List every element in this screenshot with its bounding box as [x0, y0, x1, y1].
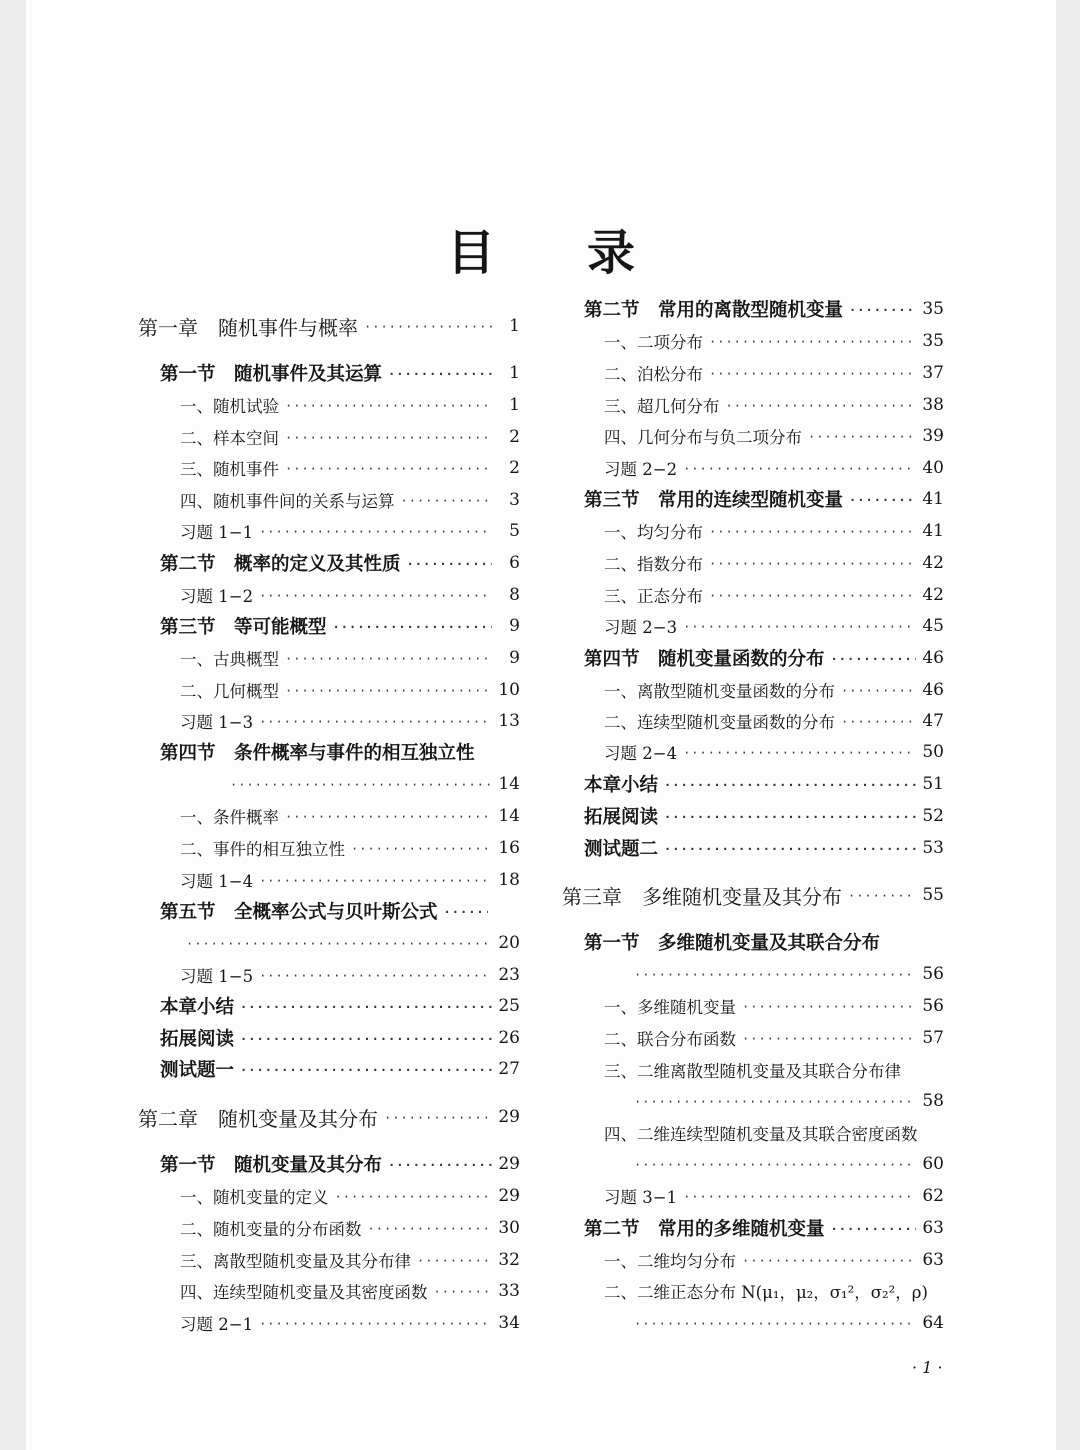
- toc-entry: [562, 326, 944, 356]
- toc-entry: [138, 1213, 520, 1243]
- toc-entry-page: 16: [498, 838, 520, 858]
- toc-entry: [562, 548, 944, 578]
- toc-entry: [562, 927, 944, 957]
- toc-entry-label: 第三章 多维随机变量及其分布: [562, 884, 842, 909]
- toc-entry-label: 四、几何分布与负二项分布: [604, 428, 802, 447]
- leader-dots: [742, 1254, 916, 1268]
- leader-dots: [742, 1032, 916, 1046]
- toc-entry: [138, 1181, 520, 1211]
- document-page: [26, 0, 1056, 1450]
- leader-dots: [664, 778, 916, 792]
- page-number: · 1 ·: [912, 1358, 943, 1377]
- toc-entry: [138, 675, 520, 705]
- toc-entry-page: 46: [922, 680, 944, 700]
- toc-entry-page: 60: [922, 1154, 944, 1174]
- toc-entry: [562, 769, 944, 799]
- toc-entry-page: 20: [498, 933, 520, 953]
- toc-entry: [138, 1276, 520, 1306]
- toc-entry-page: 1: [509, 395, 520, 415]
- toc-entry: [562, 358, 944, 388]
- leader-dots: [368, 1222, 493, 1236]
- leader-dots: [259, 525, 492, 539]
- leader-dots: [634, 968, 916, 982]
- toc-entry: [138, 516, 520, 546]
- toc-entry: [138, 1054, 520, 1084]
- toc-entry: [562, 706, 944, 736]
- toc-entry-page: 29: [498, 1107, 520, 1127]
- leader-dots: [831, 652, 916, 666]
- toc-entry: [562, 1181, 944, 1211]
- toc-entry: [138, 485, 520, 515]
- toc-entry-label: 第一节 随机事件及其运算: [160, 364, 383, 385]
- toc-entry: [138, 422, 520, 452]
- toc-entry: [562, 516, 944, 546]
- toc-entry-label: 二、二维正态分布 N(μ₁，μ₂，σ₁²，σ₂²，ρ): [604, 1283, 928, 1302]
- toc-entry-label: 习题 2−3: [604, 618, 678, 637]
- leader-dots: [240, 1000, 492, 1014]
- toc-entry-label: 二、事件的相互独立性: [180, 840, 345, 859]
- toc-entry-label: 第二节 概率的定义及其性质: [160, 554, 401, 575]
- leader-dots: [709, 367, 916, 381]
- toc-entry-page: 14: [498, 806, 520, 826]
- leader-dots: [401, 494, 493, 508]
- toc-entry-page: 14: [498, 774, 520, 794]
- toc-entry-label: 第三节 常用的连续型随机变量: [584, 490, 844, 511]
- toc-entry-label: 本章小结: [584, 775, 659, 796]
- toc-entry-page: 10: [498, 680, 520, 700]
- toc-entry: [138, 706, 520, 736]
- leader-dots: [849, 303, 916, 317]
- toc-entry-page: 5: [509, 521, 520, 541]
- leader-dots: [333, 620, 492, 634]
- leader-dots: [407, 557, 492, 571]
- toc-entry: [138, 991, 520, 1021]
- leader-dots: [364, 320, 492, 334]
- toc-entry-label: 习题 1−5: [180, 967, 254, 986]
- toc-entry: [138, 643, 520, 673]
- toc-entry-page: 53: [922, 838, 944, 858]
- toc-entry-label: 本章小结: [160, 997, 235, 1018]
- toc-entry-page: 8: [509, 585, 520, 605]
- toc-entry-page: 63: [922, 1218, 944, 1238]
- leader-dots: [841, 715, 916, 729]
- leader-dots: [709, 557, 916, 571]
- toc-entry: [138, 1245, 520, 1275]
- toc-entry-page: 9: [509, 616, 520, 636]
- leader-dots: [683, 620, 916, 634]
- page-title: [26, 214, 1056, 284]
- toc-entry-label: 习题 1−2: [180, 587, 254, 606]
- toc-entry-label: 三、二维离散型随机变量及其联合分布律: [604, 1062, 901, 1081]
- toc-entry: [138, 801, 520, 831]
- toc-entry-page: 2: [509, 458, 520, 478]
- toc-entry-label: 四、连续型随机变量及其密度函数: [180, 1283, 428, 1302]
- toc-entry: [562, 421, 944, 451]
- leader-dots: [831, 1222, 916, 1236]
- toc-entry: [138, 928, 520, 958]
- toc-entry-label: 测试题二: [584, 839, 659, 860]
- leader-dots: [335, 1190, 493, 1204]
- toc-entry-page: 57: [922, 1028, 944, 1048]
- toc-entry-label: 二、连续型随机变量函数的分布: [604, 713, 835, 732]
- toc-entry-page: 52: [922, 806, 944, 826]
- toc-entry-page: 56: [922, 996, 944, 1016]
- toc-entry-page: 62: [922, 1186, 944, 1206]
- toc-entry: [562, 580, 944, 610]
- toc-entry-page: 51: [922, 774, 944, 794]
- leader-dots: [186, 937, 492, 951]
- toc-entry: [138, 311, 520, 341]
- leader-dots: [434, 1285, 493, 1299]
- toc-entry: [138, 833, 520, 863]
- toc-entry-page: 1: [509, 363, 520, 383]
- toc-entry: [138, 737, 520, 767]
- toc-entry-label: 习题 1−1: [180, 523, 254, 542]
- toc-entry-label: 二、随机变量的分布函数: [180, 1220, 362, 1239]
- toc-entry-page: 39: [922, 426, 944, 446]
- toc-entry: [562, 1245, 944, 1275]
- toc-entry-label: 第一节 多维随机变量及其联合分布: [584, 933, 881, 954]
- toc-entry: [138, 1102, 520, 1132]
- leader-dots: [726, 399, 917, 413]
- leader-dots: [664, 810, 916, 824]
- toc-entry: [138, 896, 520, 926]
- leader-dots: [240, 1063, 492, 1077]
- leader-dots: [664, 842, 916, 856]
- toc-entry-label: 习题 2−2: [604, 460, 678, 479]
- toc-entry-label: 二、泊松分布: [604, 365, 703, 384]
- toc-entry-label: 三、超几何分布: [604, 397, 720, 416]
- leader-dots: [285, 431, 492, 445]
- toc-entry-page: 32: [498, 1250, 520, 1270]
- toc-entry-page: 35: [922, 299, 944, 319]
- toc-entry: [138, 548, 520, 578]
- leader-dots: [849, 493, 916, 507]
- toc-entry: [138, 865, 520, 895]
- leader-dots: [388, 367, 492, 381]
- toc-entry-page: 9: [509, 648, 520, 668]
- toc-entry-label: 三、随机事件: [180, 460, 279, 479]
- toc-entry-label: 一、随机试验: [180, 397, 279, 416]
- toc-entry: [138, 769, 520, 799]
- toc-entry-label: 第一章 随机事件与概率: [138, 315, 358, 340]
- toc-entry: [562, 1023, 944, 1053]
- toc-entry-page: 37: [922, 363, 944, 383]
- toc-entry-label: 第四节 条件概率与事件的相互独立性: [160, 743, 475, 764]
- title-char-1: 目: [446, 225, 495, 281]
- toc-entry-label: 习题 2−4: [604, 744, 678, 763]
- toc-entry-page: 38: [922, 395, 944, 415]
- leader-dots: [384, 1111, 492, 1125]
- toc-entry-page: 18: [498, 870, 520, 890]
- toc-entry-label: 二、几何概型: [180, 682, 279, 701]
- toc-entry-page: 34: [498, 1313, 520, 1333]
- leader-dots: [388, 1158, 492, 1172]
- toc-entry: [562, 1086, 944, 1116]
- toc-entry: [138, 453, 520, 483]
- toc-entry-page: 56: [922, 964, 944, 984]
- toc-entry: [562, 643, 944, 673]
- toc-entry: [138, 611, 520, 641]
- toc-entry: [562, 675, 944, 705]
- leader-dots: [259, 589, 492, 603]
- leader-dots: [634, 1095, 916, 1109]
- leader-dots: [417, 1254, 492, 1268]
- toc-entry-page: 27: [498, 1059, 520, 1079]
- toc-entry-page: 45: [922, 616, 944, 636]
- toc-entry-label: 二、样本空间: [180, 429, 279, 448]
- toc-entry-page: 2: [509, 427, 520, 447]
- toc-entry-page: 41: [922, 521, 944, 541]
- leader-dots: [742, 1000, 916, 1014]
- toc-entry-label: 第三节 等可能概型: [160, 617, 327, 638]
- toc-entry-page: 25: [498, 996, 520, 1016]
- leader-dots: [634, 1317, 916, 1331]
- toc-entry-label: 一、古典概型: [180, 650, 279, 669]
- leader-dots: [683, 746, 916, 760]
- toc-entry-page: 50: [922, 742, 944, 762]
- toc-entry: [138, 1308, 520, 1338]
- toc-entry-label: 第二节 常用的离散型随机变量: [584, 300, 844, 321]
- toc-entry: [138, 960, 520, 990]
- leader-dots: [285, 810, 492, 824]
- toc-entry: [562, 880, 944, 910]
- toc-entry: [138, 358, 520, 388]
- toc-entry: [562, 1308, 944, 1338]
- toc-entry-label: 一、均匀分布: [604, 523, 703, 542]
- toc-entry-label: 三、离散型随机变量及其分布律: [180, 1252, 411, 1271]
- toc-entry-label: 三、正态分布: [604, 587, 703, 606]
- leader-dots: [285, 462, 492, 476]
- leader-dots: [240, 1032, 492, 1046]
- toc-entry: [562, 484, 944, 514]
- toc-entry-label: 拓展阅读: [584, 807, 659, 828]
- toc-entry: [562, 833, 944, 863]
- leader-dots: [848, 889, 916, 903]
- toc-entry-label: 习题 1−4: [180, 872, 254, 891]
- toc-entry: [562, 611, 944, 641]
- toc-entry-page: 41: [922, 489, 944, 509]
- leader-dots: [230, 778, 492, 792]
- toc-entry-page: 64: [922, 1313, 944, 1333]
- toc-entry-label: 第二章 随机变量及其分布: [138, 1106, 378, 1131]
- toc-entry-label: 第二节 常用的多维随机变量: [584, 1219, 825, 1240]
- toc-entry: [562, 959, 944, 989]
- toc-entry: [562, 390, 944, 420]
- toc-entry: [562, 1055, 944, 1085]
- toc-entry: [562, 737, 944, 767]
- toc-entry: [562, 1149, 944, 1179]
- toc-entry-page: 42: [922, 553, 944, 573]
- toc-entry-page: 3: [509, 490, 520, 510]
- toc-entry-label: 第五节 全概率公式与贝叶斯公式: [160, 902, 438, 923]
- leader-dots: [808, 430, 916, 444]
- toc-entry-page: 46: [922, 648, 944, 668]
- toc-entry-label: 一、二维均匀分布: [604, 1252, 736, 1271]
- leader-dots: [259, 715, 492, 729]
- leader-dots: [444, 905, 488, 919]
- toc-entry-label: 拓展阅读: [160, 1029, 235, 1050]
- leader-dots: [285, 399, 492, 413]
- toc-entry-page: 1: [509, 316, 520, 336]
- toc-entry-page: 47: [922, 711, 944, 731]
- toc-entry: [562, 1213, 944, 1243]
- leader-dots: [259, 1317, 492, 1331]
- leader-dots: [259, 969, 492, 983]
- toc-entry-label: 第四节 随机变量函数的分布: [584, 649, 825, 670]
- toc-entry-label: 一、随机变量的定义: [180, 1188, 329, 1207]
- toc-entry-label: 第一节 随机变量及其分布: [160, 1155, 383, 1176]
- leader-dots: [709, 335, 916, 349]
- toc-entry-page: 55: [922, 885, 944, 905]
- leader-dots: [259, 874, 492, 888]
- toc-entry-label: 二、联合分布函数: [604, 1030, 736, 1049]
- toc-entry: [138, 1149, 520, 1179]
- toc-entry-page: 26: [498, 1028, 520, 1048]
- toc-entry-label: 四、随机事件间的关系与运算: [180, 492, 395, 511]
- toc-entry: [562, 801, 944, 831]
- leader-dots: [841, 684, 916, 698]
- toc-entry-page: 30: [498, 1218, 520, 1238]
- toc-entry-page: 63: [922, 1250, 944, 1270]
- toc-entry: [138, 390, 520, 420]
- toc-entry-page: 40: [922, 458, 944, 478]
- leader-dots: [709, 525, 916, 539]
- toc-entry: [138, 1023, 520, 1053]
- toc-entry-page: 35: [922, 331, 944, 351]
- toc-entry: [562, 1276, 944, 1306]
- leader-dots: [709, 589, 916, 603]
- toc-entry: [138, 580, 520, 610]
- toc-entry-label: 四、二维连续型随机变量及其联合密度函数: [604, 1125, 918, 1144]
- leader-dots: [634, 1158, 916, 1172]
- leader-dots: [285, 652, 492, 666]
- leader-dots: [683, 1190, 916, 1204]
- title-char-2: 录: [587, 225, 636, 281]
- toc-entry-label: 一、二项分布: [604, 333, 703, 352]
- leader-dots: [683, 462, 916, 476]
- toc-entry-label: 习题 3−1: [604, 1188, 678, 1207]
- toc-entry-label: 一、多维随机变量: [604, 998, 736, 1017]
- toc-entry-label: 一、条件概率: [180, 808, 279, 827]
- toc-entry-label: 二、指数分布: [604, 555, 703, 574]
- leader-dots: [285, 684, 492, 698]
- toc-entry-page: 23: [498, 965, 520, 985]
- toc-entry-page: 33: [498, 1281, 520, 1301]
- toc-entry-page: 29: [498, 1154, 520, 1174]
- toc-entry-label: 测试题一: [160, 1060, 235, 1081]
- toc-entry: [562, 294, 944, 324]
- leader-dots: [351, 842, 492, 856]
- toc-entry-page: 29: [498, 1186, 520, 1206]
- toc-entry-page: 6: [509, 553, 520, 573]
- toc-entry-page: 13: [498, 711, 520, 731]
- toc-entry: [562, 453, 944, 483]
- toc-entry: [562, 991, 944, 1021]
- toc-entry-page: 42: [922, 585, 944, 605]
- toc-entry-label: 一、离散型随机变量函数的分布: [604, 682, 835, 701]
- toc-entry-page: 58: [922, 1091, 944, 1111]
- toc-entry-label: 习题 2−1: [180, 1315, 254, 1334]
- toc-entry-label: 习题 1−3: [180, 713, 254, 732]
- toc-entry: [562, 1118, 944, 1148]
